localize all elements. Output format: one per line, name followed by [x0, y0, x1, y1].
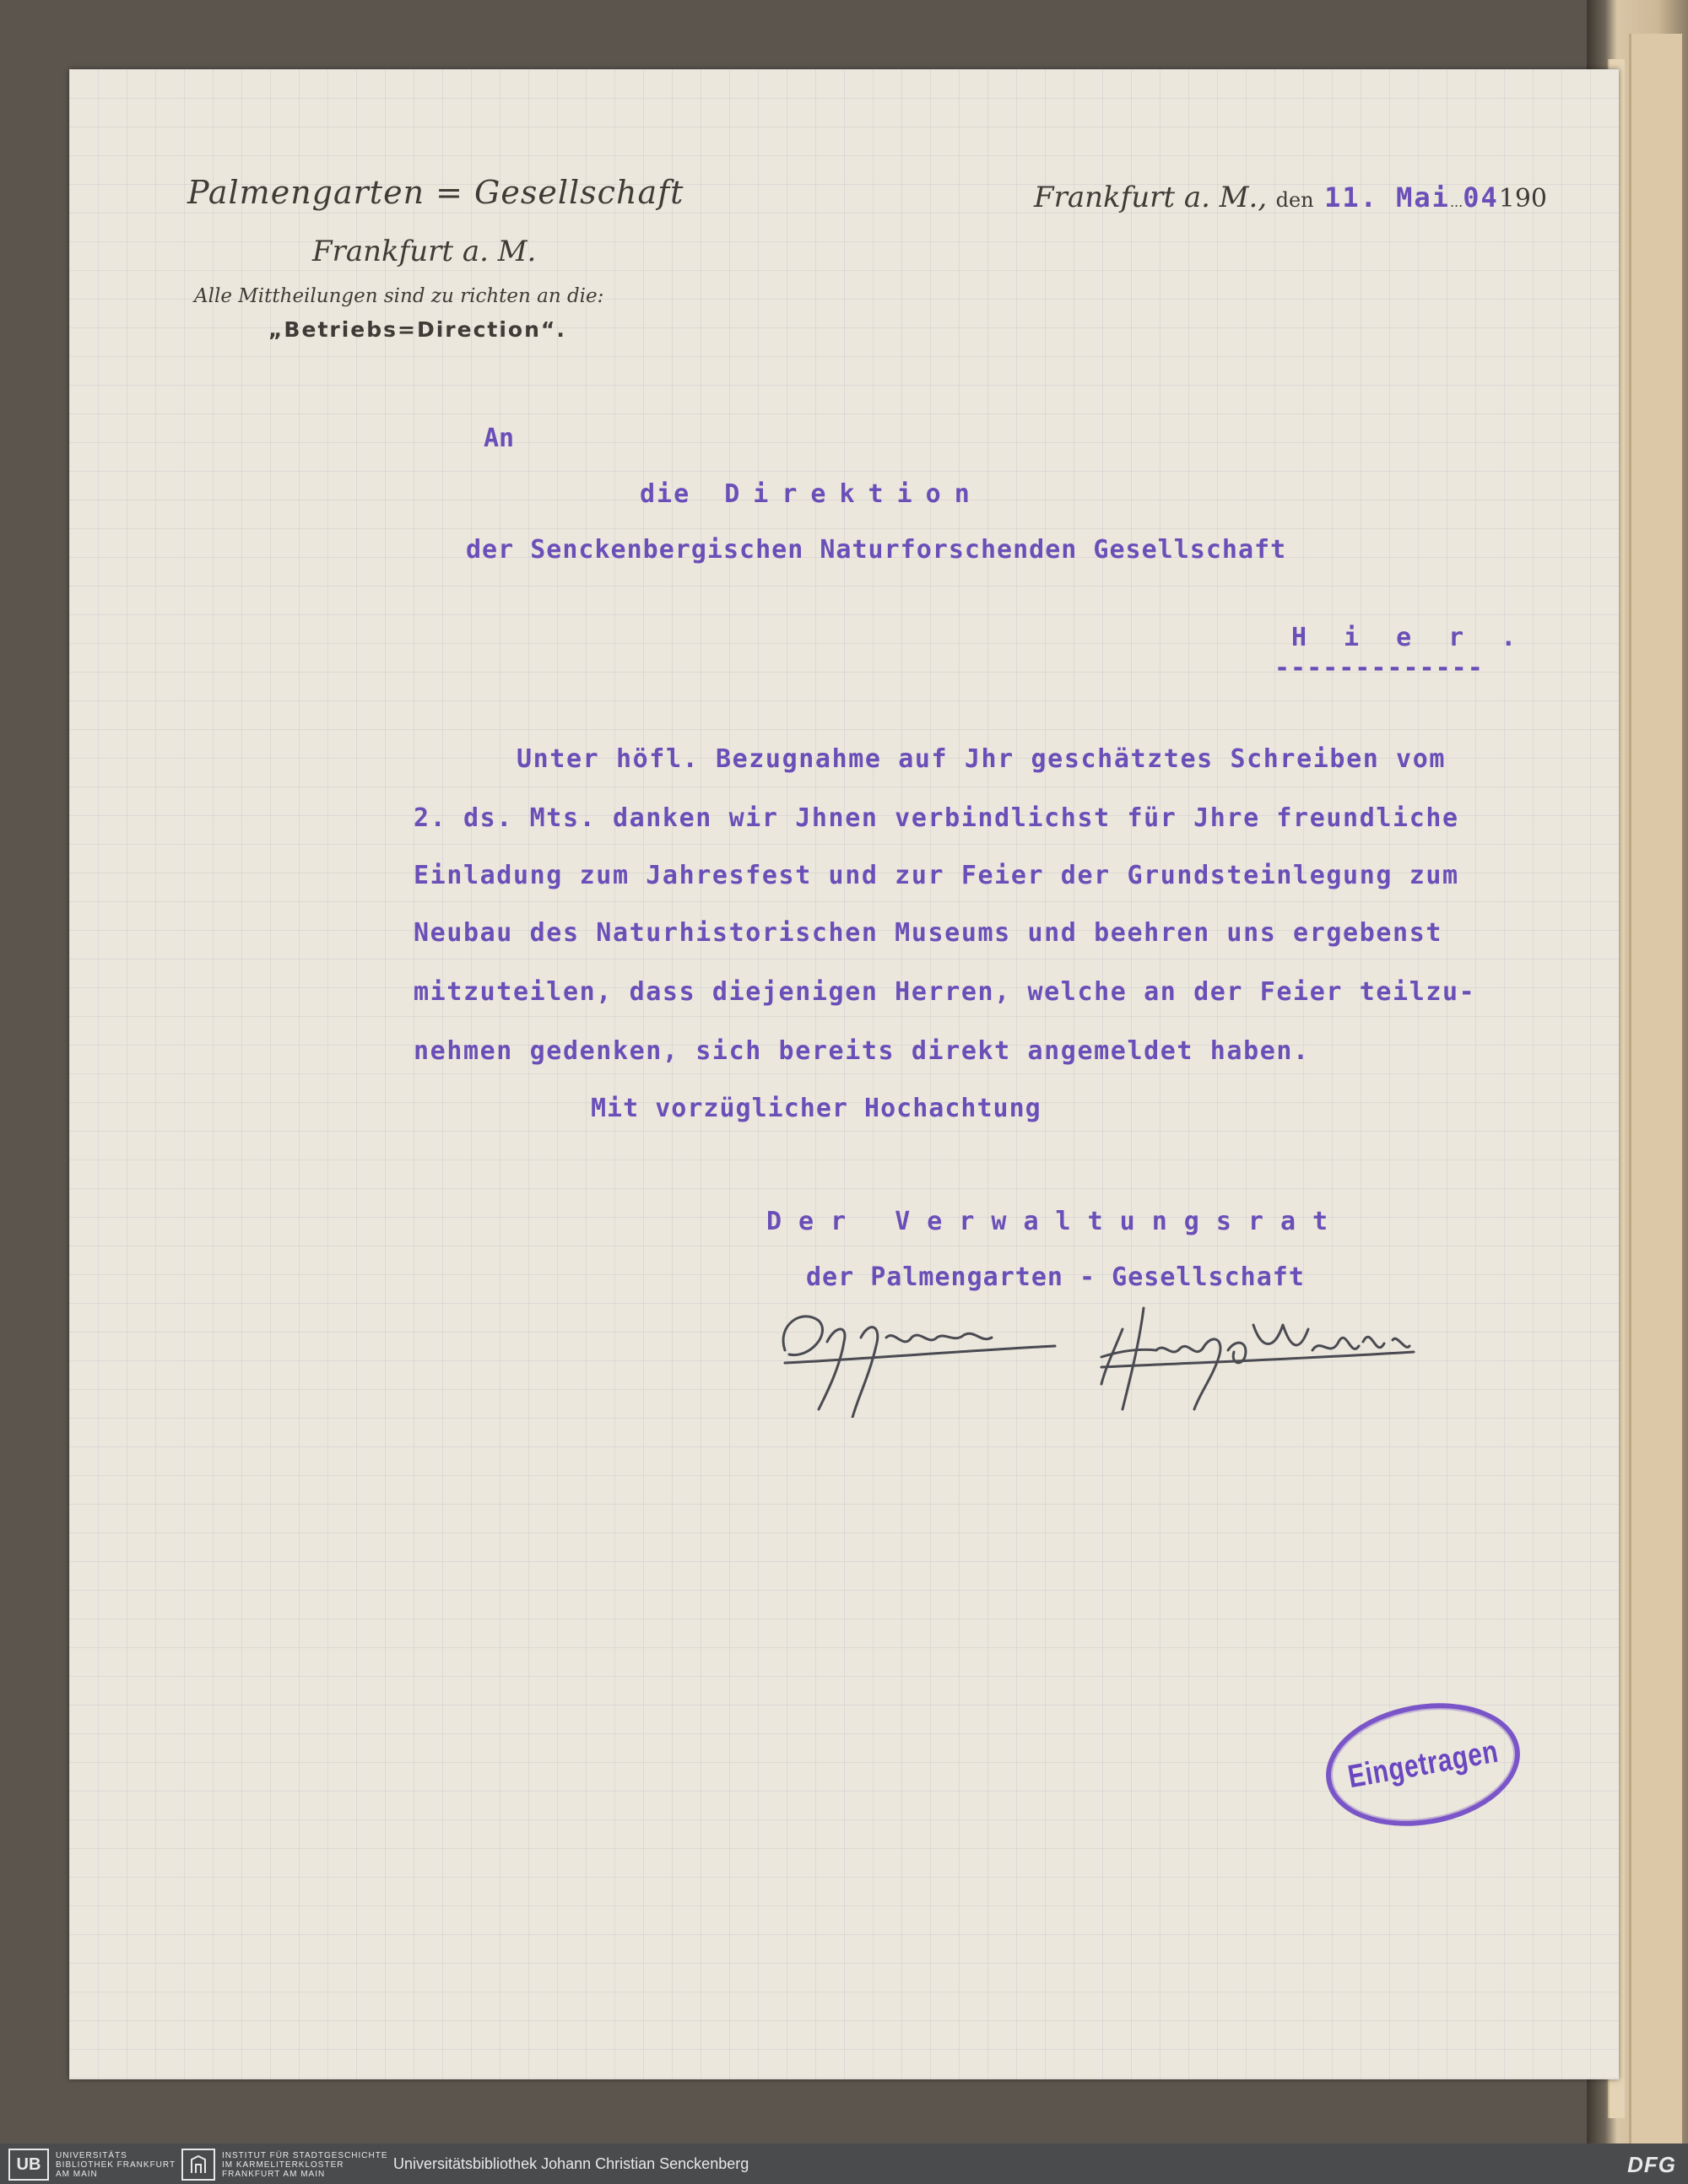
- date-line: [1034, 181, 1547, 214]
- isg-logo[interactable]: [181, 2149, 391, 2181]
- body-line: Neubau des Naturhistorischen Museums und beehren uns ergebenst: [414, 918, 1443, 948]
- letterhead-note: Alle Mittheilungen sind zu richten an die:: [194, 285, 604, 307]
- body-line: 2. ds. Mts. danken wir Jhnen verbindlichst für Jhre freundliche: [414, 803, 1459, 833]
- address-die: die: [640, 479, 691, 509]
- date-den: den: [1275, 188, 1314, 212]
- date-place: Frankfurt a. M.,: [1034, 181, 1268, 214]
- ub-logo-mark: UB: [8, 2149, 49, 2181]
- library-title[interactable]: Universitätsbibliothek Johann Christian Senckenberg: [393, 2155, 749, 2172]
- stamp-text: Eingetragen: [1344, 1733, 1501, 1795]
- letterhead-department: „Betriebs=Direction“.: [268, 317, 566, 342]
- address-hier: Hier.: [1291, 623, 1554, 652]
- letterhead-city: Frankfurt a. M.: [312, 235, 537, 268]
- address-an: An: [484, 424, 515, 453]
- date-year-typed: 04: [1463, 181, 1499, 214]
- body-line: Unter höfl. Bezugnahme auf Jhr geschätztes Schreiben vom: [517, 744, 1447, 774]
- address-die-line: [640, 479, 983, 509]
- ub-logo[interactable]: [8, 2149, 182, 2181]
- viewer-footer: [0, 2143, 1688, 2184]
- body-line: Einladung zum Jahresfest und zur Feier der Grundsteinlegung zum: [414, 861, 1459, 890]
- date-year-printed: 190: [1498, 184, 1547, 214]
- date-typed: 11. Mai: [1324, 181, 1450, 214]
- closing-formula: Mit vorzüglicher Hochachtung: [591, 1094, 1041, 1123]
- signature-organization: der Palmengarten - Gesellschaft: [806, 1262, 1305, 1292]
- address-underline: -------------: [1274, 653, 1484, 683]
- address-organization: der Senckenbergischen Naturforschenden Gesellschaft: [466, 535, 1287, 565]
- handwritten-signatures: [768, 1291, 1418, 1418]
- dfg-logo[interactable]: DFG: [1627, 2152, 1676, 2177]
- address-direktion: Direktion: [724, 479, 983, 509]
- isg-logo-icon: [181, 2149, 215, 2181]
- stacked-pages-back: [1629, 34, 1682, 2143]
- date-dots: ...: [1449, 194, 1463, 210]
- signature-title: Der Verwaltungsrat: [766, 1207, 1345, 1236]
- body-line: nehmen gedenken, sich bereits direkt angemeldet haben.: [414, 1036, 1310, 1066]
- ub-logo-text: UNIVERSITÄTS BIBLIOTHEK FRANKFURT AM MAIN: [56, 2150, 176, 2179]
- isg-logo-text: INSTITUT FÜR STADTGESCHICHTE IM KARMELITERKLOSTER FRANKFURT AM MAIN: [222, 2150, 388, 2179]
- body-line: mitzuteilen, dass diejenigen Herren, welche an der Feier teilzu-: [414, 977, 1476, 1007]
- letterhead-company: Palmengarten = Gesellschaft: [187, 174, 684, 211]
